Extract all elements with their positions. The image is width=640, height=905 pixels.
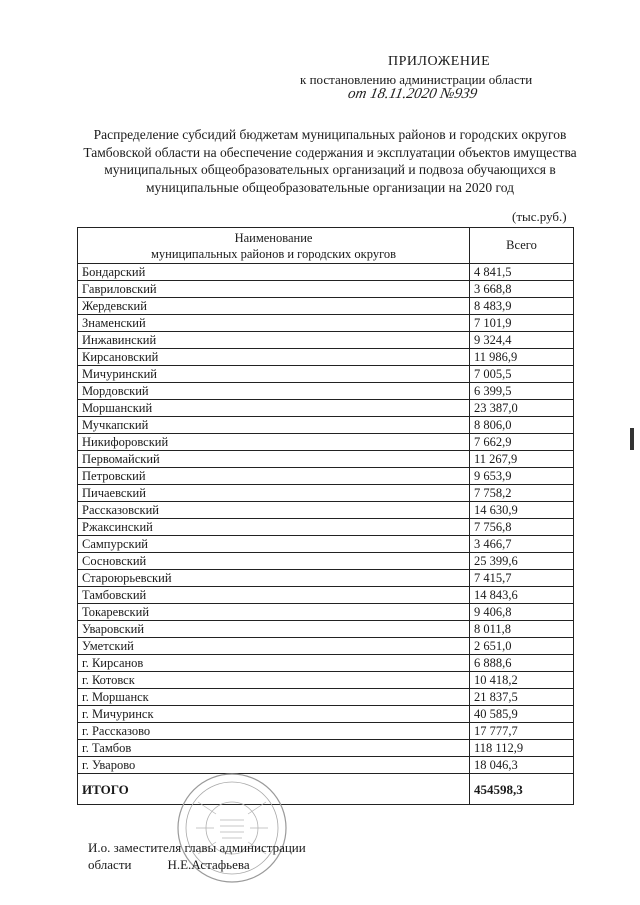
table-row	[78, 570, 574, 587]
district-name: Кирсановский	[78, 349, 470, 366]
table-row	[78, 315, 574, 332]
district-value: 8 483,9	[470, 298, 574, 315]
table-header-row	[78, 228, 574, 264]
district-value: 9 653,9	[470, 468, 574, 485]
district-value: 7 756,8	[470, 519, 574, 536]
table-row	[78, 672, 574, 689]
district-name: Уметский	[78, 638, 470, 655]
table-row	[78, 417, 574, 434]
district-name: г. Кирсанов	[78, 655, 470, 672]
district-name: Староюрьевский	[78, 570, 470, 587]
district-name: Петровский	[78, 468, 470, 485]
total-label: ИТОГО	[78, 774, 470, 805]
district-value: 14 630,9	[470, 502, 574, 519]
district-value: 7 101,9	[470, 315, 574, 332]
signature-name: Н.Е.Астафьева	[167, 857, 250, 872]
table-row	[78, 621, 574, 638]
table-row	[78, 536, 574, 553]
table-row	[78, 757, 574, 774]
appendix-subtitle: к постановлению администрации области	[300, 72, 533, 87]
district-name: Сосновский	[78, 553, 470, 570]
district-name: Тамбовский	[78, 587, 470, 604]
district-name: Жердевский	[78, 298, 470, 315]
signature-line1: И.о. заместителя главы администрации	[88, 840, 306, 855]
district-name: Мичуринский	[78, 366, 470, 383]
table-row	[78, 349, 574, 366]
district-value: 11 986,9	[470, 349, 574, 366]
table-row	[78, 383, 574, 400]
district-value: 6 399,5	[470, 383, 574, 400]
appendix-title: ПРИЛОЖЕНИЕ	[388, 54, 491, 69]
table-row	[78, 281, 574, 298]
district-name: Гавриловский	[78, 281, 470, 298]
district-name: Инжавинский	[78, 332, 470, 349]
table-row	[78, 587, 574, 604]
table-row	[78, 468, 574, 485]
district-value: 7 005,5	[470, 366, 574, 383]
table-row	[78, 434, 574, 451]
district-value: 7 662,9	[470, 434, 574, 451]
district-value: 8 011,8	[470, 621, 574, 638]
district-value: 21 837,5	[470, 689, 574, 706]
table-row	[78, 638, 574, 655]
table-row	[78, 723, 574, 740]
district-name: Ржаксинский	[78, 519, 470, 536]
table-row	[78, 740, 574, 757]
district-value: 3 668,8	[470, 281, 574, 298]
scan-edge-mark	[630, 428, 634, 450]
district-value: 4 841,5	[470, 264, 574, 281]
district-name: Бондарский	[78, 264, 470, 281]
district-name: г. Уварово	[78, 757, 470, 774]
district-name: Рассказовский	[78, 502, 470, 519]
signature-line2	[88, 857, 250, 873]
district-value: 18 046,3	[470, 757, 574, 774]
district-name: г. Мичуринск	[78, 706, 470, 723]
district-name: Пичаевский	[78, 485, 470, 502]
district-name: г. Котовск	[78, 672, 470, 689]
table-row	[78, 655, 574, 672]
table-row	[78, 366, 574, 383]
table-row	[78, 706, 574, 723]
district-value: 7 758,2	[470, 485, 574, 502]
signature-prefix: области	[88, 857, 132, 872]
appendix-date-number: от 18.11.2020 №939	[346, 86, 479, 102]
table-row	[78, 519, 574, 536]
district-value: 10 418,2	[470, 672, 574, 689]
header-name	[78, 228, 470, 264]
district-name: г. Рассказово	[78, 723, 470, 740]
table-row	[78, 553, 574, 570]
district-value: 40 585,9	[470, 706, 574, 723]
document-title: Распределение субсидий бюджетам муниципальных районов и городских округов Тамбовской области на обеспечение содержания и эксплуатации объектов имущества муниципальных общеобразовательных организаций и подвоза обучающихся в муниципальные общеобразовательные организации на 2020 год	[83, 127, 577, 195]
district-value: 2 651,0	[470, 638, 574, 655]
subsidy-table	[77, 227, 574, 805]
district-value: 23 387,0	[470, 400, 574, 417]
district-name: Мучкапский	[78, 417, 470, 434]
district-value: 11 267,9	[470, 451, 574, 468]
district-name: г. Моршанск	[78, 689, 470, 706]
district-name: Никифоровский	[78, 434, 470, 451]
district-value: 6 888,6	[470, 655, 574, 672]
table-row	[78, 485, 574, 502]
district-value: 14 843,6	[470, 587, 574, 604]
table-row	[78, 298, 574, 315]
district-name: Моршанский	[78, 400, 470, 417]
table-row	[78, 264, 574, 281]
table-row	[78, 689, 574, 706]
table-row	[78, 604, 574, 621]
table-row	[78, 502, 574, 519]
district-value: 3 466,7	[470, 536, 574, 553]
district-value: 25 399,6	[470, 553, 574, 570]
district-value: 9 406,8	[470, 604, 574, 621]
header-name-line2: муниципальных районов и городских округов	[150, 246, 397, 261]
total-row	[78, 774, 574, 805]
table-row	[78, 451, 574, 468]
header-total: Всего	[470, 228, 574, 264]
district-name: Токаревский	[78, 604, 470, 621]
district-name: Уваровский	[78, 621, 470, 638]
district-value: 8 806,0	[470, 417, 574, 434]
header-name-line1: Наименование	[234, 230, 313, 245]
table-row	[78, 400, 574, 417]
district-name: г. Тамбов	[78, 740, 470, 757]
district-name: Знаменский	[78, 315, 470, 332]
table-row	[78, 332, 574, 349]
district-value: 9 324,4	[470, 332, 574, 349]
total-value: 454598,3	[470, 774, 574, 805]
district-name: Первомайский	[78, 451, 470, 468]
district-value: 17 777,7	[470, 723, 574, 740]
district-name: Мордовский	[78, 383, 470, 400]
district-name: Сампурский	[78, 536, 470, 553]
district-value: 118 112,9	[470, 740, 574, 757]
units-label: (тыс.руб.)	[512, 209, 567, 224]
district-value: 7 415,7	[470, 570, 574, 587]
